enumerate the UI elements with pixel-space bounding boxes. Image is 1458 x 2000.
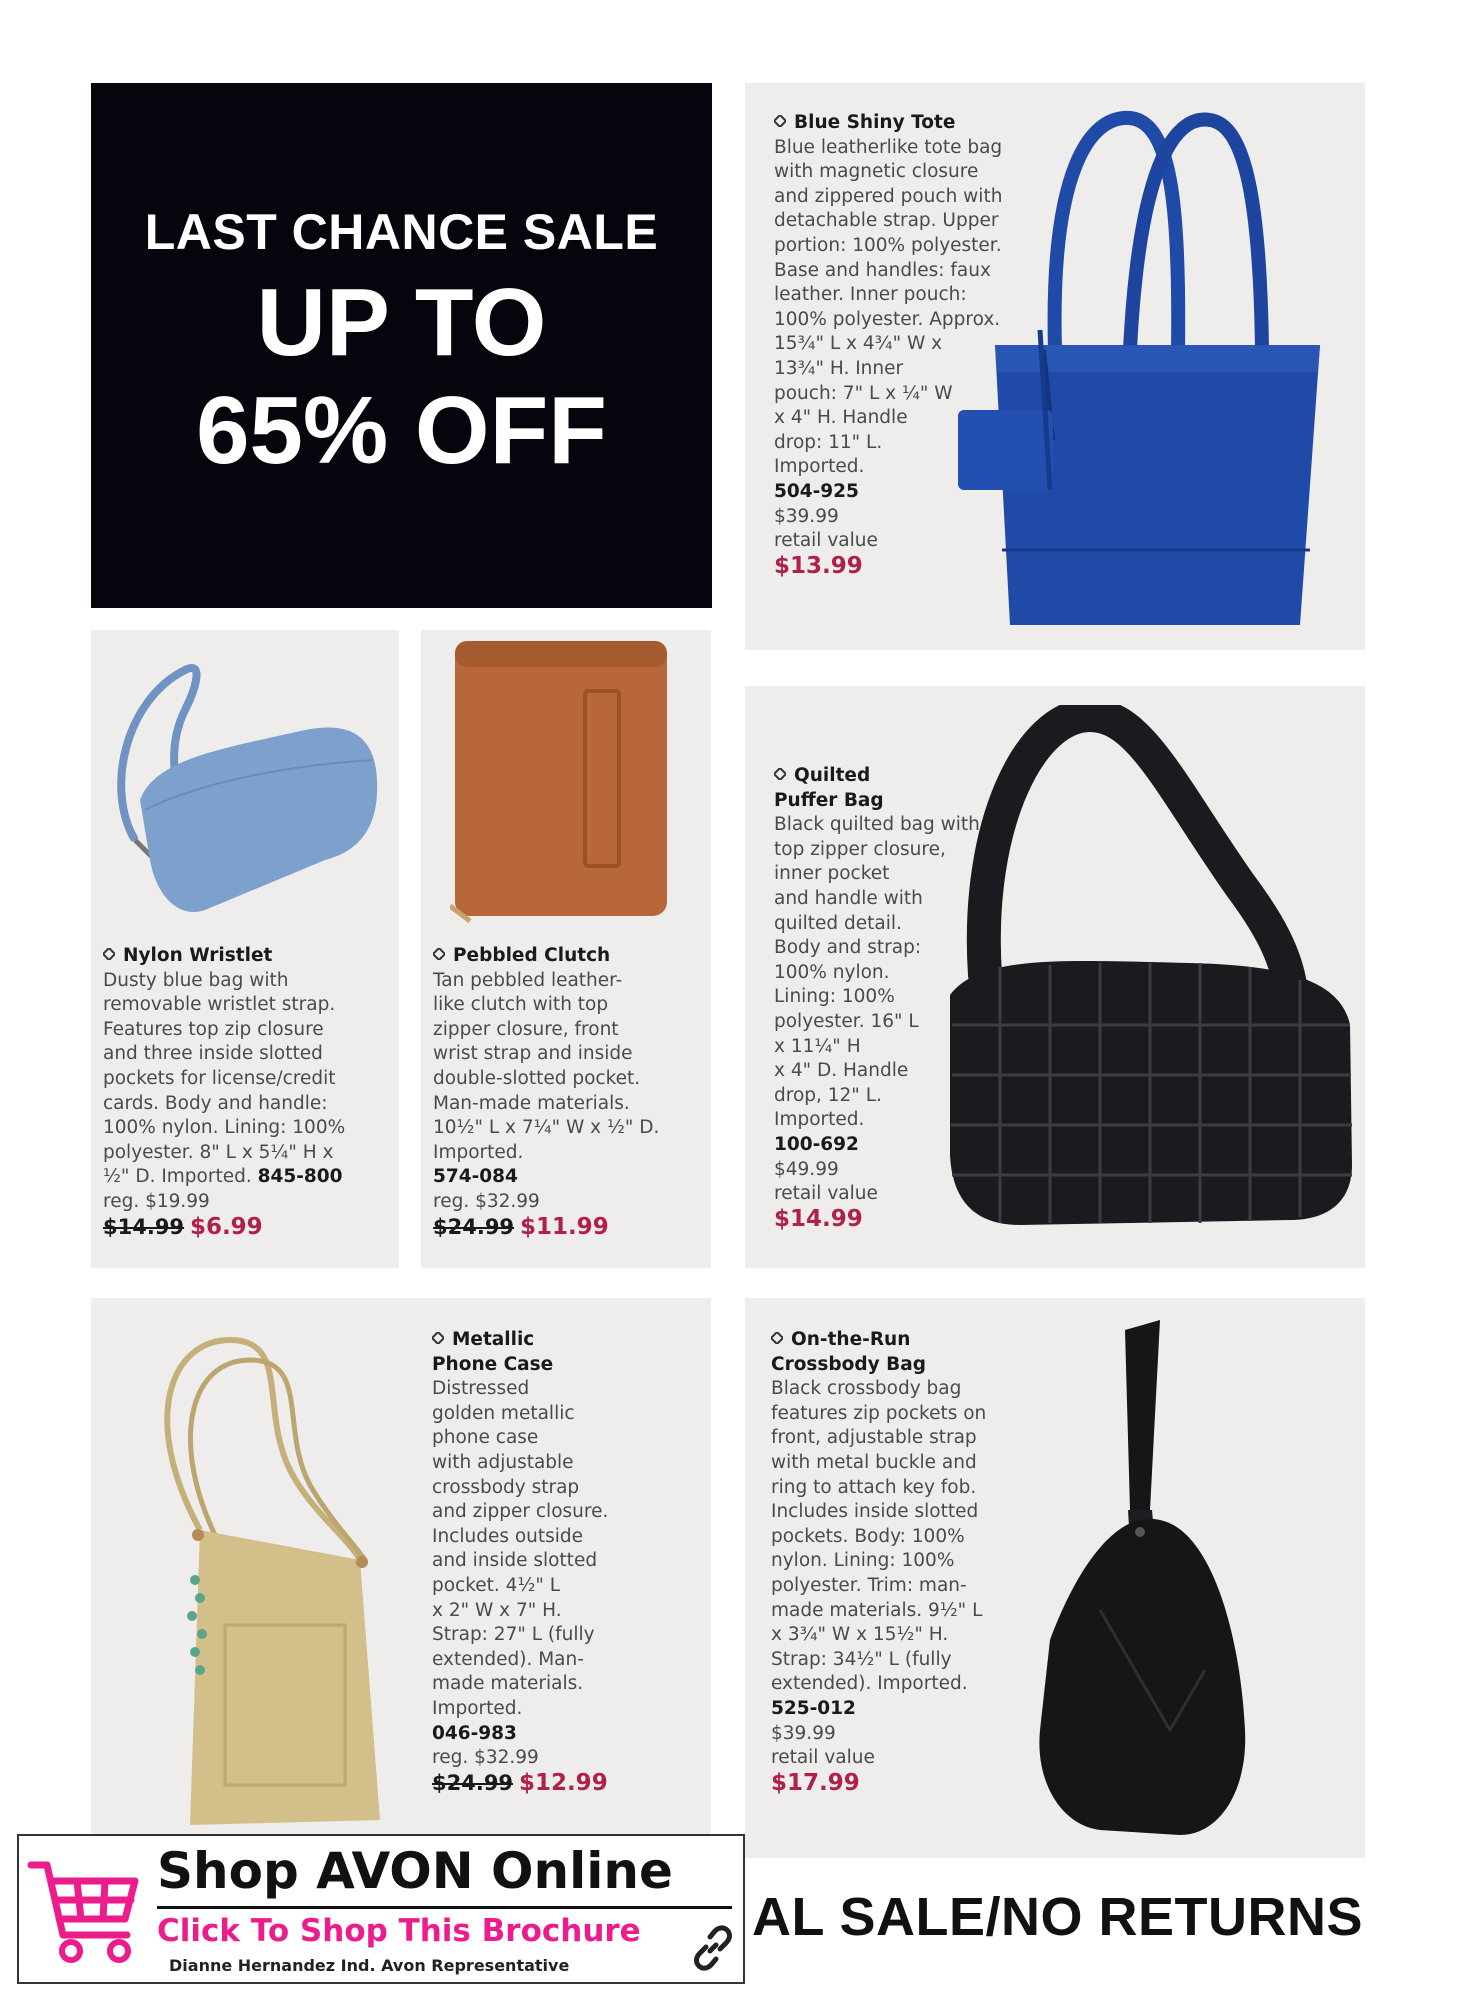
clutch-desc-line: Tan pebbled leather- xyxy=(433,969,623,991)
crossbody-desc-line: features zip pockets on xyxy=(771,1402,987,1424)
tote-desc-line: and zippered pouch with xyxy=(774,185,1003,207)
tote-sale-price: $13.99 xyxy=(774,552,863,579)
crossbody-retail-label: retail value xyxy=(771,1747,875,1769)
wristlet-old-price: $14.99 xyxy=(103,1214,185,1239)
phone-case-name-line-2: Phone Case xyxy=(432,1353,554,1375)
hero-line-3: 65% OFF xyxy=(196,377,607,484)
hero-line-2: UP TO xyxy=(256,269,547,376)
shopping-cart-icon[interactable] xyxy=(25,1851,143,1969)
tote-desc-line: x 4" H. Handle xyxy=(774,407,908,429)
crossbody-name-line-2: Crossbody Bag xyxy=(771,1353,926,1375)
sale-hero-banner xyxy=(91,83,712,608)
tote-sku: 504-925 xyxy=(774,480,859,502)
crossbody-name: On-the-Run xyxy=(771,1328,1026,1353)
wristlet-desc-line: 100% nylon. Lining: 100% xyxy=(103,1117,346,1139)
phone-desc-line: Strap: 27" L (fully xyxy=(432,1624,595,1646)
puffer-desc-line: 100% nylon. xyxy=(774,961,890,983)
shop-avon-online-banner[interactable] xyxy=(17,1834,745,1984)
tote-desc-line: Blue leatherlike tote bag xyxy=(774,136,1003,158)
crossbody-desc-line: ring to attach key fob. xyxy=(771,1476,977,1498)
crossbody-bag-image xyxy=(1020,1310,1270,1850)
phone-desc-line: and inside slotted xyxy=(432,1550,598,1572)
puffer-description xyxy=(774,764,1024,1231)
puffer-desc-line: top zipper closure, xyxy=(774,838,946,860)
phone-case-old-price: $24.99 xyxy=(432,1770,514,1795)
wristlet-desc-line: ½" D. Imported. 845-800 xyxy=(103,1166,343,1188)
puffer-desc-line: Imported. xyxy=(774,1109,865,1131)
clutch-image xyxy=(450,636,680,926)
phone-desc-line: Distressed xyxy=(432,1378,530,1400)
clutch-reg-price: reg. $32.99 xyxy=(433,1190,540,1212)
crossbody-desc-line: Black crossbody bag xyxy=(771,1378,962,1400)
bullet-diamond-icon xyxy=(774,115,786,127)
shop-avon-online-title[interactable]: Shop AVON Online xyxy=(157,1842,673,1900)
wristlet-desc-line: Dusty blue bag with xyxy=(103,969,289,991)
wristlet-desc-line: pockets for license/credit xyxy=(103,1067,336,1089)
phone-desc-line: made materials. xyxy=(432,1673,584,1695)
tote-desc-line: pouch: 7" L x ¼" W xyxy=(774,382,953,404)
phone-case-sku: 046-983 xyxy=(432,1722,517,1744)
tote-desc-line: portion: 100% polyester. xyxy=(774,234,1002,256)
clutch-desc-line: like clutch with top xyxy=(433,994,609,1016)
banner-divider xyxy=(157,1906,732,1909)
tote-description xyxy=(774,111,1074,578)
clutch-desc-line: zipper closure, front xyxy=(433,1018,619,1040)
crossbody-sku: 525-012 xyxy=(771,1697,856,1719)
phone-case-name: Metallic xyxy=(432,1328,702,1353)
puffer-name-line-2: Puffer Bag xyxy=(774,789,884,811)
bullet-diamond-icon xyxy=(432,1332,444,1344)
clutch-desc-line: 10½" L x 7¼" W x ½" D. xyxy=(433,1117,660,1139)
tote-desc-line: detachable strap. Upper xyxy=(774,210,999,232)
crossbody-desc-line: pockets. Body: 100% xyxy=(771,1525,965,1547)
tote-retail-price: $39.99 xyxy=(774,505,839,527)
phone-desc-line: pocket. 4½" L xyxy=(432,1574,561,1596)
bullet-diamond-icon xyxy=(771,1332,783,1344)
wristlet-desc-line: Features top zip closure xyxy=(103,1018,324,1040)
final-sale-notice: AL SALE/NO RETURNS xyxy=(752,1887,1364,1947)
phone-case-price-row xyxy=(432,1771,702,1798)
bullet-diamond-icon xyxy=(774,768,786,780)
puffer-desc-line: Body and strap: xyxy=(774,937,922,959)
representative-name: Dianne Hernandez Ind. Avon Representative xyxy=(169,1956,570,1975)
puffer-sale-price: $14.99 xyxy=(774,1205,863,1232)
tote-desc-line: drop: 11" L. xyxy=(774,431,883,453)
wristlet-desc-line: polyester. 8" L x 5¼" H x xyxy=(103,1141,334,1163)
phone-desc-line: crossbody strap xyxy=(432,1476,580,1498)
puffer-sku: 100-692 xyxy=(774,1133,859,1155)
phone-desc-line: Imported. xyxy=(432,1697,523,1719)
crossbody-desc-line: x 3¾" W x 15½" H. xyxy=(771,1624,949,1646)
tote-name: Blue Shiny Tote xyxy=(774,111,1074,136)
crossbody-desc-line: nylon. Lining: 100% xyxy=(771,1550,955,1572)
shop-brochure-link[interactable]: Click To Shop This Brochure xyxy=(157,1913,641,1949)
phone-desc-line: and zipper closure. xyxy=(432,1501,609,1523)
wristlet-image xyxy=(95,650,395,920)
crossbody-desc-line: Strap: 34½" L (fully xyxy=(771,1648,952,1670)
clutch-sku: 574-084 xyxy=(433,1166,518,1188)
clutch-name: Pebbled Clutch xyxy=(433,944,713,969)
puffer-desc-line: x 11¼" H xyxy=(774,1035,861,1057)
tote-desc-line: Base and handles: faux xyxy=(774,259,991,281)
clutch-desc-line: wrist strap and inside xyxy=(433,1043,633,1065)
puffer-desc-line: quilted detail. xyxy=(774,912,902,934)
clutch-desc-line: double-slotted pocket. xyxy=(433,1067,641,1089)
tote-desc-line: 100% polyester. Approx. xyxy=(774,308,1001,330)
puffer-retail-label: retail value xyxy=(774,1183,878,1205)
puffer-desc-line: Black quilted bag with xyxy=(774,814,980,836)
wristlet-price-row xyxy=(103,1215,398,1242)
crossbody-desc-line: polyester. Trim: man- xyxy=(771,1574,967,1596)
bullet-diamond-icon xyxy=(103,948,115,960)
wristlet-reg-price: reg. $19.99 xyxy=(103,1190,210,1212)
bullet-diamond-icon xyxy=(433,948,445,960)
puffer-desc-line: Lining: 100% xyxy=(774,986,895,1008)
puffer-desc-line: drop, 12" L. xyxy=(774,1084,882,1106)
wristlet-sale-price: $6.99 xyxy=(189,1213,263,1240)
link-icon[interactable] xyxy=(690,1925,736,1971)
phone-desc-line: extended). Man- xyxy=(432,1648,584,1670)
crossbody-desc-line: front, adjustable strap xyxy=(771,1427,977,1449)
phone-case-sale-price: $12.99 xyxy=(518,1769,608,1796)
puffer-desc-line: polyester. 16" L xyxy=(774,1010,919,1032)
phone-desc-line: phone case xyxy=(432,1427,539,1449)
tote-desc-line: 15¾" L x 4¾" W x xyxy=(774,333,943,355)
clutch-price-row xyxy=(433,1215,713,1242)
phone-case-description xyxy=(432,1328,702,1797)
crossbody-desc-line: made materials. 9½" L xyxy=(771,1599,983,1621)
tote-desc-line: 13¾" H. Inner xyxy=(774,357,904,379)
phone-desc-line: x 2" W x 7" H. xyxy=(432,1599,562,1621)
puffer-desc-line: x 4" D. Handle xyxy=(774,1060,909,1082)
phone-desc-line: Includes outside xyxy=(432,1525,584,1547)
crossbody-sale-price: $17.99 xyxy=(771,1769,860,1796)
crossbody-desc-line: with metal buckle and xyxy=(771,1451,977,1473)
tote-desc-line: with magnetic closure xyxy=(774,161,979,183)
phone-desc-line: golden metallic xyxy=(432,1402,575,1424)
puffer-name: Quilted xyxy=(774,764,1024,789)
puffer-retail-price: $49.99 xyxy=(774,1158,839,1180)
wristlet-name: Nylon Wristlet xyxy=(103,944,398,969)
tote-retail-label: retail value xyxy=(774,530,878,552)
phone-case-image xyxy=(140,1320,430,1840)
hero-line-1: LAST CHANCE SALE xyxy=(144,204,659,260)
wristlet-sku: 845-800 xyxy=(257,1166,343,1188)
tote-desc-line: leather. Inner pouch: xyxy=(774,284,967,306)
tote-desc-line: Imported. xyxy=(774,456,865,478)
crossbody-retail-price: $39.99 xyxy=(771,1722,836,1744)
clutch-desc-line: Man-made materials. xyxy=(433,1092,630,1114)
clutch-old-price: $24.99 xyxy=(433,1214,515,1239)
puffer-desc-line: inner pocket xyxy=(774,863,890,885)
clutch-desc-line: Imported. xyxy=(433,1141,524,1163)
puffer-desc-line: and handle with xyxy=(774,887,923,909)
wristlet-desc-line: cards. Body and handle: xyxy=(103,1092,328,1114)
clutch-sale-price: $11.99 xyxy=(519,1213,609,1240)
phone-desc-line: with adjustable xyxy=(432,1451,574,1473)
crossbody-description xyxy=(771,1328,1026,1795)
wristlet-desc-line: removable wristlet strap. xyxy=(103,994,336,1016)
phone-case-reg-price: reg. $32.99 xyxy=(432,1747,539,1769)
wristlet-desc-line: and three inside slotted xyxy=(103,1043,323,1065)
crossbody-desc-line: Includes inside slotted xyxy=(771,1501,979,1523)
wristlet-description xyxy=(103,944,398,1241)
clutch-description xyxy=(433,944,713,1241)
crossbody-desc-line: extended). Imported. xyxy=(771,1673,968,1695)
